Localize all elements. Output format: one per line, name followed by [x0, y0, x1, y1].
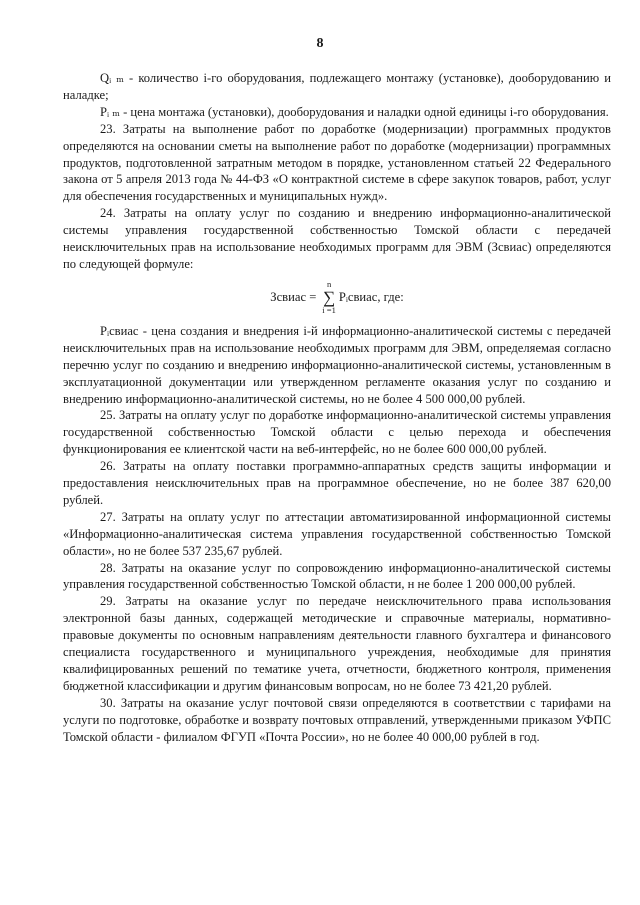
paragraph-30: 30. Затраты на оказание услуг почтовой связи определяются в соответствии с тарифами на услуги по подготовке, обработке и возврату почтовых отправлений, утвержденными приказом УФПС Томской области - филиалом ФГУП «Почта России», но не более 40 000,00 рублей в год.: [63, 695, 611, 744]
paragraph-25: 25. Затраты на оплату услуг по доработке информационно-аналитической системы управления государственной собственностью Томской области с целью перехода и обеспечения функционирования ее клиентской части на веб-интерфейс, но не более 600 000,00 рублей.: [63, 408, 611, 457]
paragraph-27: 27. Затраты на оплату услуг по аттестации автоматизированной информационной системы «Информационно-аналитическая система управления государственной собственностью Томской области», но не более 537 235,67 рублей.: [63, 509, 611, 558]
paragraph-24-definition: Pᵢсвиас - цена создания и внедрения i-й информационно-аналитической системы с передачей неисключительных прав на использование необходимых программ для ЭВМ, определяемая согласно перечню услуг по созданию и внедрению информационно-аналитической системы, установленным в эксплуатационной документации или утвержденном регламенте оказания услуг по созданию и внедрению информационно-аналитической системы, но не более 4 500 000,00 рублей.: [63, 323, 611, 406]
formula-sum: [322, 280, 336, 315]
formula-term: Pᵢсвиас,: [338, 290, 381, 305]
sigma-symbol: ∑: [323, 288, 336, 308]
formula-lhs: Зсвиас =: [270, 290, 317, 305]
paragraph-28: 28. Затраты на оказание услуг по сопровождению информационно-аналитической системы управления государственной собственностью Томской области, н не более 1 200 000,00 рублей.: [63, 560, 611, 592]
document-body: [63, 70, 611, 746]
page-number: 8: [316, 36, 324, 51]
formula-lower-limit: i =1: [322, 305, 336, 316]
paragraph-26: 26. Затраты на оплату поставки программно-аппаратных средств защиты информации и предоставления неисключительных прав на программное обеспечение, но не более 387 620,00 рублей.: [63, 459, 611, 507]
formula: [63, 273, 611, 323]
paragraph-24: 24. Затраты на оплату услуг по созданию и внедрению информационно-аналитической системы управления государственной собственностью Томской области с передачей неисключительных прав на использование необходимых программ для ЭВМ (Зсвиас) определяются по следующей формуле:: [63, 206, 611, 271]
paragraph-29: 29. Затраты на оказание услуг по передаче неисключительного права использования электронной базы данных, содержащей методические и справочные материалы, нормативно-правовые документы по основным направлениям деятельности главного бухгалтера и финансового специалиста государственного и муниципального учреждения, необходимые для принятия квалифицированных решений по тематике учета, отчетности, бюджетного контроля, применения бюджетной классификации и другим финансовым вопросам, но не более 73 421,20 рублей.: [63, 594, 611, 693]
paragraph-p-definition: Pᵢ ₘ - цена монтажа (установки), дооборудования и наладки одной единицы i-го оборудования.: [100, 104, 609, 119]
paragraph-23: 23. Затраты на выполнение работ по доработке (модернизации) программных продуктов определяются на основании сметы на выполнение работ по доработке (модернизации) программных продуктов, подготовленной затратным методом в порядке, установленном статьей 22 Федерального закона от 5 апреля 2013 года № 44-ФЗ «О контрактной системе в сфере закупок товаров, работ, услуг для обеспечения государственных и муниципальных нужд».: [63, 121, 611, 204]
formula-upper-limit: n: [326, 279, 332, 290]
paragraph-q-definition: Qᵢ ₘ - количество i-го оборудования, подлежащего монтажу (установке), дооборудованию и наладке;: [63, 71, 611, 102]
formula-tail: где:: [383, 290, 404, 305]
